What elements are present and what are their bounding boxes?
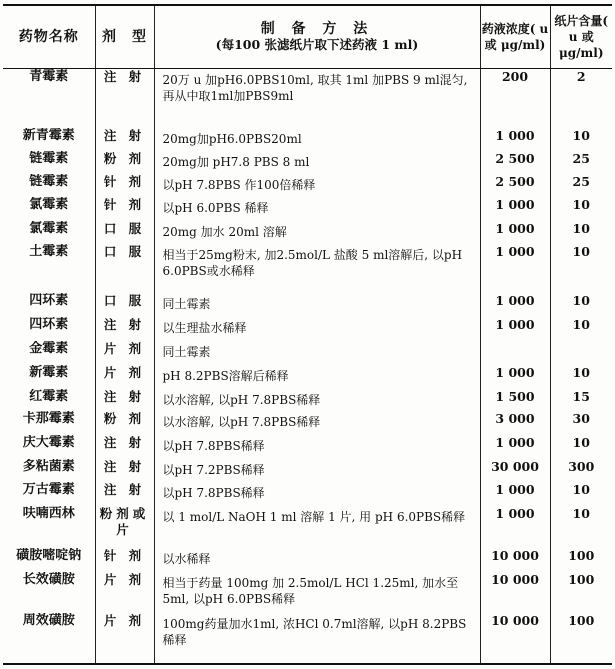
concentration-cell: 30 000 <box>480 459 550 482</box>
table-row <box>3 613 612 664</box>
dosage-form-cell: 注 射 <box>95 459 154 482</box>
table-row <box>3 174 612 197</box>
table-row <box>3 341 612 365</box>
table-row <box>3 548 612 572</box>
paper-content-cell <box>550 341 612 365</box>
paper-content-cell: 10 <box>550 221 612 244</box>
paper-content-cell: 300 <box>550 459 612 482</box>
drug-name-cell: 链霉素 <box>3 151 95 174</box>
concentration-cell: 200 <box>480 68 550 128</box>
paper-content-cell: 25 <box>550 151 612 174</box>
dosage-form-cell: 片 剂 <box>95 613 154 664</box>
table-row <box>3 459 612 482</box>
concentration-cell: 1 000 <box>480 365 550 389</box>
preparation-method-cell: 以pH 7.8PBS稀释 <box>154 435 480 459</box>
table-body <box>3 68 612 664</box>
concentration-cell: 1 000 <box>480 435 550 459</box>
drug-name-cell: 磺胺嘧啶钠 <box>3 548 95 572</box>
header-drug-name: 药物名称 <box>3 5 95 68</box>
concentration-cell: 1 000 <box>480 244 550 294</box>
drug-name-cell: 长效磺胺 <box>3 572 95 613</box>
preparation-method-cell: pH 8.2PBS溶解后稀释 <box>154 365 480 389</box>
drug-name-cell: 土霉素 <box>3 244 95 294</box>
table-row <box>3 293 612 317</box>
paper-content-cell: 15 <box>550 389 612 412</box>
drug-name-cell: 卡那霉素 <box>3 411 95 435</box>
dosage-form-cell: 注 射 <box>95 435 154 459</box>
preparation-method-cell: 同土霉素 <box>154 293 480 317</box>
table-row <box>3 506 612 548</box>
preparation-method-cell: 20mg加 pH7.8 PBS 8 ml <box>154 151 480 174</box>
dosage-form-cell: 注 射 <box>95 389 154 412</box>
table-row <box>3 482 612 506</box>
drug-name-cell: 氯霉素 <box>3 221 95 244</box>
header-method-subtitle: (每100 张滤纸片取下述药液 1 ml) <box>215 36 419 52</box>
drug-name-cell: 新青霉素 <box>3 128 95 152</box>
table-row <box>3 411 612 435</box>
table-row <box>3 317 612 341</box>
dosage-form-cell: 注 射 <box>95 128 154 152</box>
drug-name-cell: 链霉素 <box>3 174 95 197</box>
preparation-method-cell: 以水稀释 <box>154 548 480 572</box>
drug-name-cell: 呋喃西林 <box>3 506 95 548</box>
dosage-form-cell: 粉剂或片 <box>95 506 154 548</box>
concentration-cell: 1 000 <box>480 197 550 221</box>
preparation-method-cell: 以pH 6.0PBS 稀释 <box>154 197 480 221</box>
concentration-cell: 2 500 <box>480 174 550 197</box>
dosage-form-cell: 粉 剂 <box>95 151 154 174</box>
preparation-method-cell: 以生理盐水稀释 <box>154 317 480 341</box>
paper-content-cell: 10 <box>550 128 612 152</box>
drug-name-cell: 红霉素 <box>3 389 95 412</box>
header-row <box>3 5 612 68</box>
preparation-method-cell: 以pH 7.8PBS 作100倍稀释 <box>154 174 480 197</box>
concentration-cell: 10 000 <box>480 613 550 664</box>
drug-name-cell: 四环素 <box>3 317 95 341</box>
table-row <box>3 221 612 244</box>
preparation-method-cell: 以水溶解, 以pH 7.8PBS稀释 <box>154 411 480 435</box>
header-solution-concentration: 药液浓度( u 或 μg/ml) <box>480 5 550 68</box>
preparation-method-cell: 以水溶解, 以pH 7.8PBS稀释 <box>154 389 480 412</box>
dosage-form-cell: 注 射 <box>95 68 154 128</box>
preparation-method-cell: 以 1 mol/L NaOH 1 ml 溶解 1 片, 用 pH 6.0PBS稀释 <box>154 506 480 548</box>
drug-name-cell: 庆大霉素 <box>3 435 95 459</box>
table-row <box>3 68 612 128</box>
header-dosage-form: 剂 型 <box>95 5 154 68</box>
concentration-cell: 1 500 <box>480 389 550 412</box>
paper-content-cell: 2 <box>550 68 612 128</box>
preparation-method-cell: 20万 u 加pH6.0PBS10ml, 取其 1ml 加PBS 9 ml混匀, 再从中取1ml加PBS9ml <box>154 68 480 128</box>
paper-content-cell: 25 <box>550 174 612 197</box>
dosage-form-cell: 针 剂 <box>95 197 154 221</box>
dosage-form-cell: 针 剂 <box>95 174 154 197</box>
drug-name-cell: 新霉素 <box>3 365 95 389</box>
concentration-cell: 1 000 <box>480 482 550 506</box>
concentration-cell: 1 000 <box>480 317 550 341</box>
table-row <box>3 197 612 221</box>
paper-content-cell: 10 <box>550 197 612 221</box>
dosage-form-cell: 针 剂 <box>95 548 154 572</box>
dosage-form-cell: 粉 剂 <box>95 411 154 435</box>
concentration-cell: 1 000 <box>480 506 550 548</box>
paper-content-cell: 10 <box>550 506 612 548</box>
header-method-title: 制 备 方 法 <box>260 20 374 37</box>
preparation-method-cell: 以pH 7.8PBS稀释 <box>154 482 480 506</box>
concentration-cell: 10 000 <box>480 548 550 572</box>
concentration-cell: 2 500 <box>480 151 550 174</box>
dosage-form-cell: 片 剂 <box>95 341 154 365</box>
paper-content-cell: 10 <box>550 293 612 317</box>
table-row <box>3 128 612 152</box>
drug-name-cell: 青霉素 <box>3 68 95 128</box>
paper-content-cell: 30 <box>550 411 612 435</box>
paper-content-cell: 10 <box>550 435 612 459</box>
preparation-method-cell: 20mg 加水 20ml 溶解 <box>154 221 480 244</box>
paper-content-cell: 100 <box>550 548 612 572</box>
dosage-form-cell: 片 剂 <box>95 365 154 389</box>
table-row <box>3 244 612 294</box>
preparation-method-cell: 相当于25mg粉末, 加2.5mol/L 盐酸 5 ml溶解后, 以pH 6.0PBS或水稀释 <box>154 244 480 294</box>
table-row <box>3 151 612 174</box>
preparation-method-cell: 20mg加pH6.0PBS20ml <box>154 128 480 152</box>
table-row <box>3 435 612 459</box>
drug-name-cell: 金霉素 <box>3 341 95 365</box>
paper-content-cell: 10 <box>550 244 612 294</box>
dosage-form-cell: 口 服 <box>95 221 154 244</box>
preparation-method-cell: 100mg药量加水1ml, 浓HCl 0.7ml溶解, 以pH 8.2PBS稀释 <box>154 613 480 664</box>
concentration-cell: 3 000 <box>480 411 550 435</box>
paper-content-cell: 10 <box>550 317 612 341</box>
dosage-form-cell: 口 服 <box>95 244 154 294</box>
preparation-method-cell: 同土霉素 <box>154 341 480 365</box>
paper-content-cell: 10 <box>550 482 612 506</box>
drug-name-cell: 万古霉素 <box>3 482 95 506</box>
drug-name-cell: 氯霉素 <box>3 197 95 221</box>
dosage-form-cell: 注 射 <box>95 482 154 506</box>
dosage-form-cell: 片 剂 <box>95 572 154 613</box>
dosage-form-cell: 注 射 <box>95 317 154 341</box>
concentration-cell <box>480 341 550 365</box>
table-row <box>3 572 612 613</box>
concentration-cell: 1 000 <box>480 221 550 244</box>
concentration-cell: 1 000 <box>480 128 550 152</box>
drug-name-cell: 多粘菌素 <box>3 459 95 482</box>
paper-content-cell: 100 <box>550 613 612 664</box>
header-preparation-method <box>154 5 480 68</box>
paper-content-cell: 100 <box>550 572 612 613</box>
concentration-cell: 10 000 <box>480 572 550 613</box>
table-row <box>3 389 612 412</box>
preparation-method-cell: 相当于药量 100mg 加 2.5mol/L HCl 1.25ml, 加水至5ml, 以pH 6.0PBS稀释 <box>154 572 480 613</box>
dosage-form-cell: 口 服 <box>95 293 154 317</box>
table-row <box>3 365 612 389</box>
concentration-cell: 1 000 <box>480 293 550 317</box>
drug-preparation-table <box>3 4 612 665</box>
drug-name-cell: 周效磺胺 <box>3 613 95 664</box>
header-paper-content: 纸片含量( u 或 μg/ml) <box>550 5 612 68</box>
preparation-method-cell: 以pH 7.2PBS稀释 <box>154 459 480 482</box>
paper-content-cell: 10 <box>550 365 612 389</box>
drug-name-cell: 四环素 <box>3 293 95 317</box>
